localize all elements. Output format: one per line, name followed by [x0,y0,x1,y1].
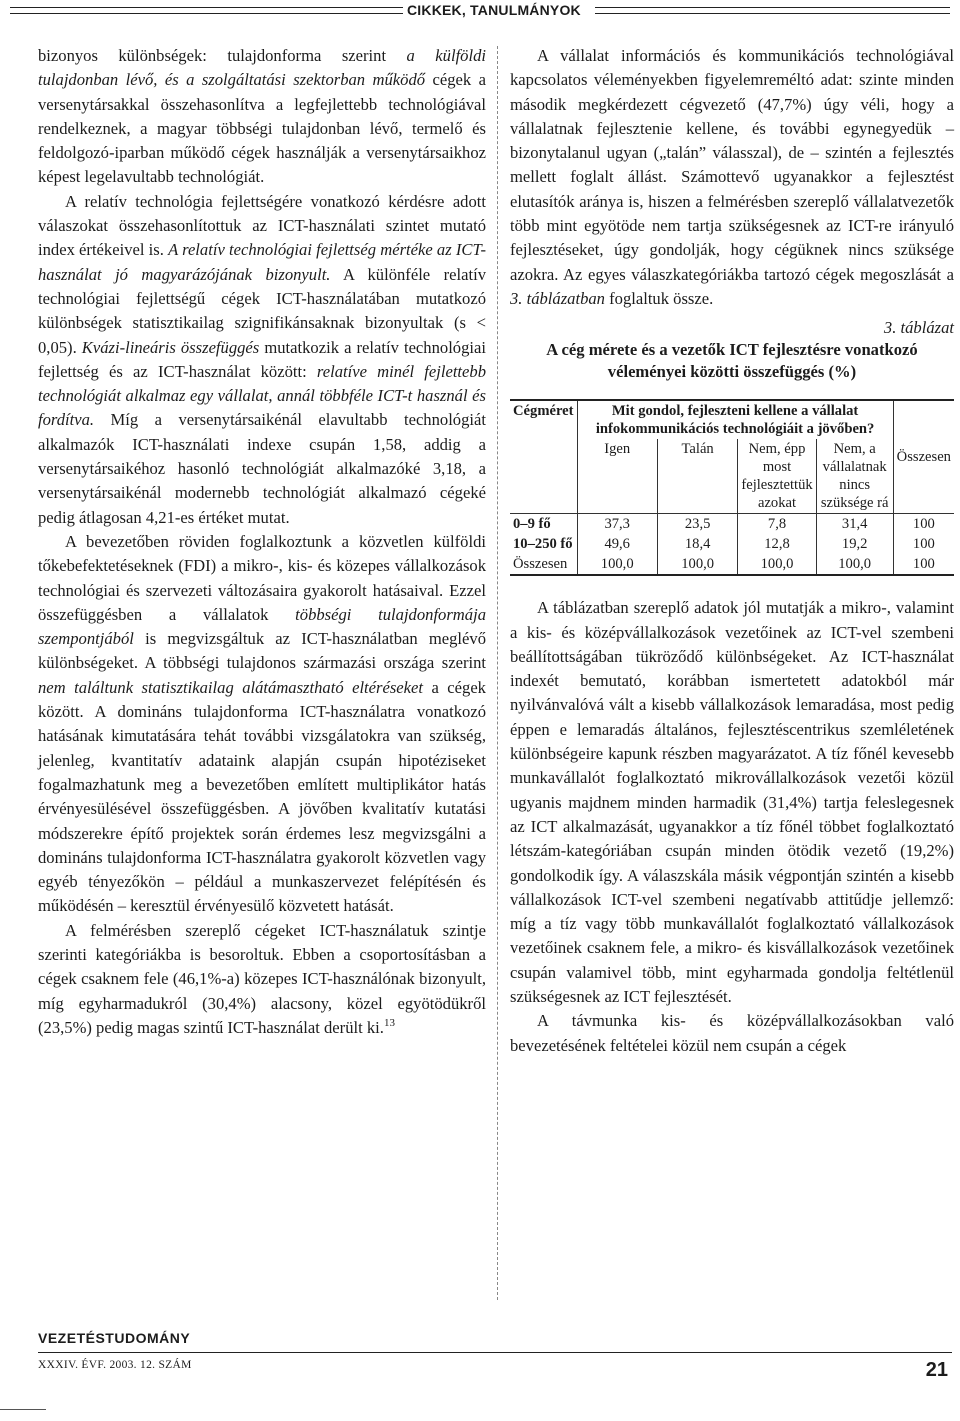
text-run: A felmérésben szereplő cégeket ICT-használatuk szintje szerinti kategóriákba is besoroltuk. Ebben a csoportosításban a cégek csaknem fele (46,1%-a) közepes ICT-használónak bizonyult, míg egyharmadukról (30,4%) alacsony, közel egyötödükről (23,5%) pedig magas szintű ICT-használat derült ki. [38,920,486,1037]
cell: 100,0 [738,554,816,575]
emphasis: Kvázi-lineáris összefüggés [81,337,260,357]
left-column [38,44,486,1040]
footer-rule [38,1352,952,1353]
emphasis: relatíve minél fejlettebb technológiát alkalmaz egy vállalat, annál többféle ICT-t használ és fordítva. [38,361,486,430]
right-column [510,44,954,1058]
cell: 100 [893,554,954,575]
table-row [510,514,954,535]
emphasis: a külföldi tulajdonban lévő, és a szolgáltatási szektorban működő [38,46,486,90]
paragraph [38,530,486,919]
col-header-total: Összesen [893,400,954,514]
text-run: Míg a versenytársaikénál elavultabb technológiát alkalmazók ICT-használati indexe csupán 1,58, addig a versenytársaikéhoz hasonló technológiát alkalmazóké 3,18, a versenytársaikénál modernebb technológiát alkalmazó cégeké pedig átlagosan 4,21-es értéket mutat. [38,410,486,527]
cell: 100,0 [657,554,737,575]
cell: 31,4 [816,514,893,535]
text-run: foglaltuk össze. [604,288,714,308]
text-run: is megvizsgáltuk az ICT-használatban meglévő különbségeket. A többségi tulajdonos származási országa szerint [38,629,486,673]
col-header-question: Mit gondol, fejleszteni kellene a vállalat infokommunikációs technológiáit a jövőben? [577,400,893,439]
cell: 23,5 [657,514,737,535]
col-header-option: Igen [577,439,657,514]
corner-mark [0,1409,46,1410]
cell: 100 [893,534,954,554]
table-number: 3. táblázat [883,318,954,338]
paragraph [38,44,486,190]
cell: 7,8 [738,514,816,535]
emphasis: A relatív technológiai fejlettség mértéke az ICT-használat jó magyarázójának bizonyult. [38,240,486,284]
emphasis: többségi tulajdonformája szempontjából [38,604,486,649]
section-title: CIKKEK, TANULMÁNYOK [407,2,581,18]
cell: 19,2 [816,534,893,554]
data-table [510,399,954,576]
column-divider [497,46,498,1300]
col-header-size: Cégméret [510,400,577,514]
cell: 12,8 [738,534,816,554]
cell: 49,6 [577,534,657,554]
text-run: bizonyos különbségek: tulajdonforma szerint [38,46,407,65]
header-rule-left [10,7,403,14]
header-rule-right [595,7,950,14]
page-footer [38,1330,952,1381]
journal-name: VEZETÉSTUDOMÁNY [38,1330,191,1346]
text-run: a cégek között. A domináns tulajdonforma ICT-használatra vonatkozó hatásának kimutatására tehát további vizsgálatokra van szükség, jelenleg, kvantitatív adataink alapján csupán hipotéziseket fogalmazhatunk meg a bevezetőben említett multiplikátor hatás érvényesülésével összefüggésben. A jövőben kvalitatív kutatási módszerekre építő projektek során érdemes lesz megvizsgálni a domináns tulajdonforma ICT-használatra gyakorolt közvetlen vagy egyéb tényezőkön – például a munkaszervezet felépítésén és működésén – keresztül érvényesülő közvetett hatását. [38,677,486,916]
cell: 37,3 [577,514,657,535]
text-run: A bevezetőben röviden foglalkoztunk a közvetlen külföldi tőkebefektetéseknek (FDI) a mikro-, kis- és közepes vállalkozások technológiai és szervezeti változásaira gyakorolt hatásaival. Ezzel összefüggésben a vállalatok [38,531,486,624]
col-header-option: Talán [657,439,737,514]
footnote-ref[interactable]: 13 [383,1016,395,1029]
paragraph: A távmunka kis- és középvállalkozásokban való bevezetésének feltételei közül nem csupán a cégek [510,1011,954,1055]
text-run: A vállalat információs és kommunikációs technológiával kapcsolatos véleményekben figyelemreméltó adat: szinte minden második megkérdezett cégvezető (47,7%) úgy véli, hogy a vállalatnak fejlesztenie kellene, és további egynegyedük – bizonytalanul ugyan („talán” válasszal), de – szintén a fejlesztés mellett foglalt állást. Számottevő ugyanakkor a fejlesztést elutasítók aránya is, hiszen a felmérésben szereplő vállalatvezetők több mint egyötöde nem tartja szükségesnek az ICT-re irányuló fejlesztéseket, úgy gondolják, hogy cégüknek nincs szüksége azokra. Az egyes válaszkategóriákba tartozó cégek megoszlását a [510,46,954,284]
emphasis: nem találtunk statisztikailag alátámasztható eltéréseket [38,677,424,697]
text-run: A relatív technológia fejlettségére vonatkozó kérdésre adott válaszokat összehasonlítottuk az ICT-használati szintet mutató index értékeivel is. [38,191,486,260]
row-label: Összesen [510,554,577,575]
cell: 100,0 [816,554,893,575]
table-row [510,534,954,554]
paragraph [38,190,486,530]
paragraph [510,44,954,311]
table-row [510,554,954,575]
paragraph [38,919,486,1040]
table-title: A cég mérete és a vezetők ICT fejlesztésre vonatkozó véleményei közötti összefüggés (%) [546,340,918,382]
running-header [0,0,960,24]
cell: 18,4 [657,534,737,554]
row-label: 10–250 fő [513,536,573,553]
text-run: cégek a versenytársakkal összehasonlítva a legfejlettebb technológiával rendelkeznek, a magyar többségi tulajdonban lévő, termelő és feldolgozó-iparban működő cégek használják a versenytársaikhoz képest legelavultabb technológiát. [38,70,486,187]
row-label: 0–9 fő [510,514,577,535]
page-number: 21 [925,1359,948,1381]
paragraph: A táblázatban szereplő adatok jól mutatják a mikro-, valamint a kis- és középvállalkozások vezetőinek az ICT-vel szembeni beállítottságában tükröződő különbségeket. Az ICT-használat indexét bemutató, korábban ismertetett adatokból már nyilvánvalóvá vált a kisebb vállalkozások lemaradása, most pedig éppen e lemaradás általános, fejlesztéscentrikus szemléletének különbségeire kapunk részben magyarázatot. A tíz főnél kevesebb munkavállalót foglalkoztató mikrovállalkozások vezetői közül ugyanis majdnem minden harmadik (31,4%) tartja feleslegesnek az ICT alkalmazását, ugyanakkor a tíz főnél többet foglalkoztató létszám-kategóriában csupán minden ötödik vezető (19,2%) gondolkodik így. A válaszskála másik végpontján szintén a kisebb vállalkozások ICT-vel szembeni negatívabb attitűdje jellemző: míg a tíz vagy több munkavállalót foglalkoztató vállalkozások vezetőinek csaknem fele, a mikro- és kisvállalkozások vezetőinek csupán valamivel több, mint egyharmada gondolja feltétlenül szükségesnek az ICT fejlesztését. [510,598,954,1007]
text-run: mutatkozik a relatív technológiai fejlettség és az ICT-használat között: [38,337,486,381]
issue-info: XXXIV. ÉVF. 2003. 12. SZÁM [38,1359,192,1371]
cell: 100 [893,514,954,535]
col-header-option: Nem, a vállalatnak nincs szüksége rá [816,439,893,514]
table-ref: 3. táblázatban [510,288,605,308]
cell: 100,0 [577,554,657,575]
col-header-option: Nem, épp most fejlesztettük azokat [738,439,816,514]
text-run: A különféle relatív technológiai fejlettségű cégek ICT-használatában mutatkozó különbségek statisztikailag szignifikánsaknak bizonyultak (s < 0,05). [38,264,486,357]
